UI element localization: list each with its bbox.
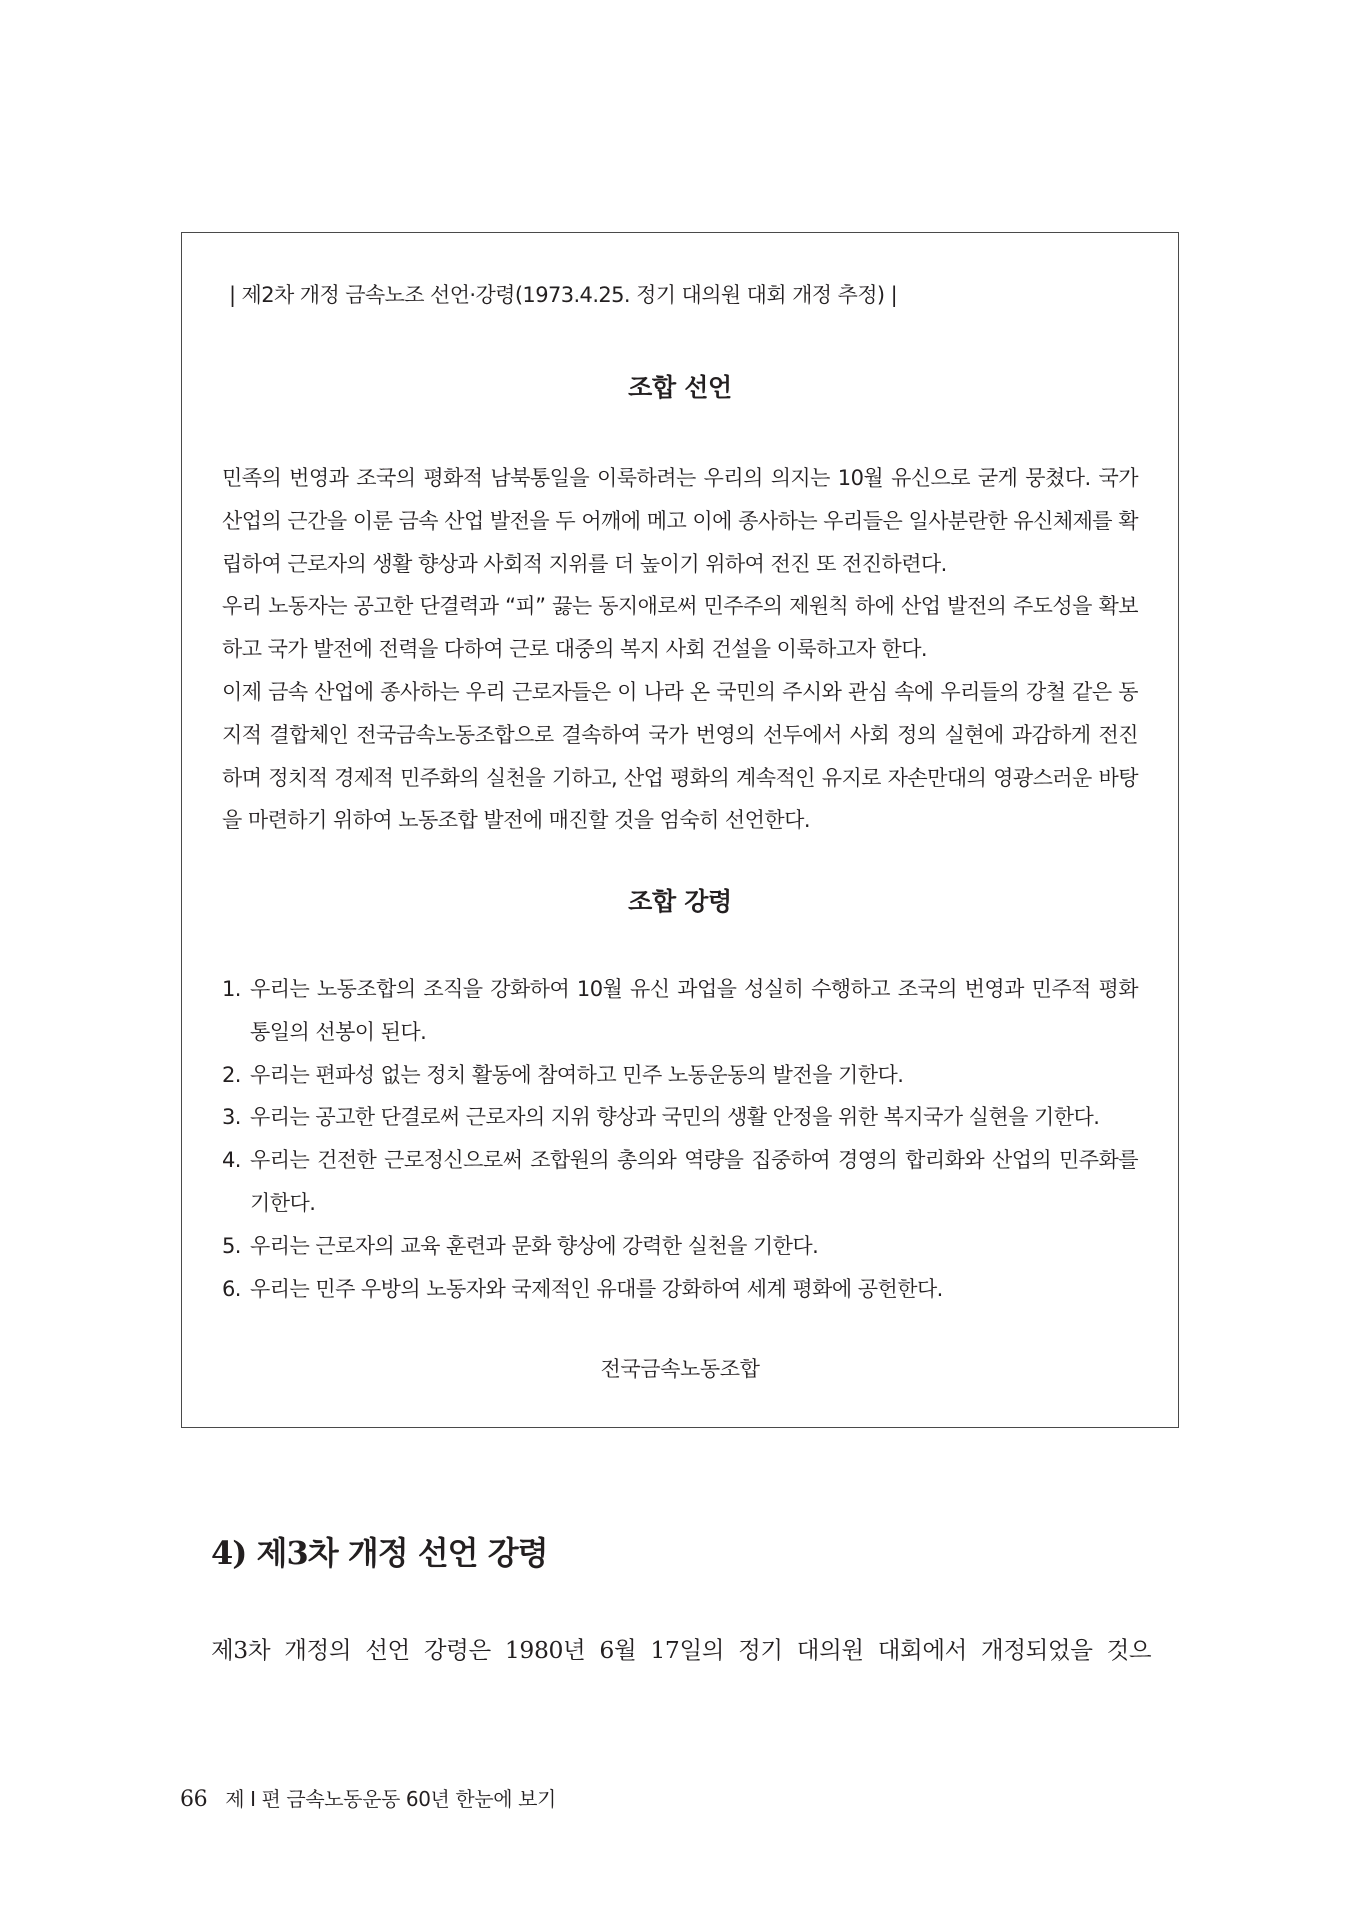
signature: 전국금속노동조합 bbox=[600, 1357, 760, 1381]
platform-item bbox=[222, 968, 1138, 1054]
item-text: 우리는 근로자의 교육 훈련과 문화 향상에 강력한 실천을 기한다. bbox=[250, 1233, 819, 1258]
platform-item bbox=[222, 1225, 1138, 1268]
page-number: 66 bbox=[180, 1787, 208, 1812]
item-text: 우리는 편파성 없는 정치 활동에 참여하고 민주 노동운동의 발전을 기한다. bbox=[250, 1062, 904, 1087]
page-footer bbox=[180, 1783, 556, 1812]
box-caption: | 제2차 개정 금속노조 선언·강령(1973.4.25. 정기 대의원 대회 개정 추정) | bbox=[229, 283, 898, 307]
item-text: 우리는 민주 우방의 노동자와 국제적인 유대를 강화하여 세계 평화에 공헌한다. bbox=[250, 1276, 943, 1301]
item-number: 2. bbox=[222, 1062, 241, 1087]
item-number: 5. bbox=[222, 1233, 241, 1258]
declaration-text bbox=[222, 457, 1138, 842]
platform-list bbox=[222, 968, 1138, 1310]
running-title: 제 I 편 금속노동운동 60년 한눈에 보기 bbox=[225, 1787, 556, 1811]
platform-item bbox=[222, 1096, 1138, 1139]
item-number: 1. bbox=[222, 977, 241, 1001]
declaration-paragraph: 이제 금속 산업에 종사하는 우리 근로자들은 이 나라 온 국민의 주시와 관심 속에 우리들의 강철 같은 동지적 결합체인 전국금속노동조합으로 결속하여 국가 번영의 선두에서 사회 정의 실현에 과감하게 전진하며 정치적 경제적 민주화의 실천을 기하고, 산업 평화의 계속적인 유지로 자손만대의 영광스러운 바탕을 마련하기 위하여 노동조합 발전에 매진할 것을 엄숙히 선언한다. bbox=[222, 679, 1138, 833]
item-number: 4. bbox=[222, 1148, 241, 1173]
item-text: 우리는 공고한 단결로써 근로자의 지위 향상과 국민의 생활 안정을 위한 복지국가 실현을 기한다. bbox=[250, 1105, 1100, 1130]
platform-item bbox=[222, 1054, 1138, 1097]
section-heading: 4) 제3차 개정 선언 강령 bbox=[211, 1534, 548, 1572]
body-text: 제3차 개정의 선언 강령은 1980년 6월 17일의 정기 대의원 대회에서 개정되었을 것으 bbox=[211, 1636, 1152, 1664]
item-text: 우리는 노동조합의 조직을 강화하여 10월 유신 과업을 성실히 수행하고 조국의 번영과 민주적 평화 통일의 선봉이 된다. bbox=[250, 977, 1138, 1044]
platform-item bbox=[222, 1268, 1138, 1311]
platform-item bbox=[222, 1139, 1138, 1225]
declaration-title: 조합 선언 bbox=[628, 373, 732, 402]
item-number: 6. bbox=[222, 1276, 241, 1301]
item-text: 우리는 건전한 근로정신으로써 조합원의 총의와 역량을 집중하여 경영의 합리화와 산업의 민주화를 기한다. bbox=[250, 1148, 1138, 1215]
platform-title: 조합 강령 bbox=[628, 887, 732, 916]
declaration-paragraph: 우리 노동자는 공고한 단결력과 “피” 끓는 동지애로써 민주주의 제원칙 하에 산업 발전의 주도성을 확보하고 국가 발전에 전력을 다하여 근로 대중의 복지 사회 건설을 이룩하고자 한다. bbox=[222, 594, 1138, 662]
declaration-paragraph: 민족의 번영과 조국의 평화적 남북통일을 이룩하려는 우리의 의지는 10월 유신으로 굳게 뭉쳤다. 국가 산업의 근간을 이룬 금속 산업 발전을 두 어깨에 메고 이에 종사하는 우리들은 일사분란한 유신체제를 확립하여 근로자의 생활 향상과 사회적 지위를 더 높이기 위하여 전진 또 전진하련다. bbox=[222, 466, 1138, 576]
item-number: 3. bbox=[222, 1105, 241, 1130]
